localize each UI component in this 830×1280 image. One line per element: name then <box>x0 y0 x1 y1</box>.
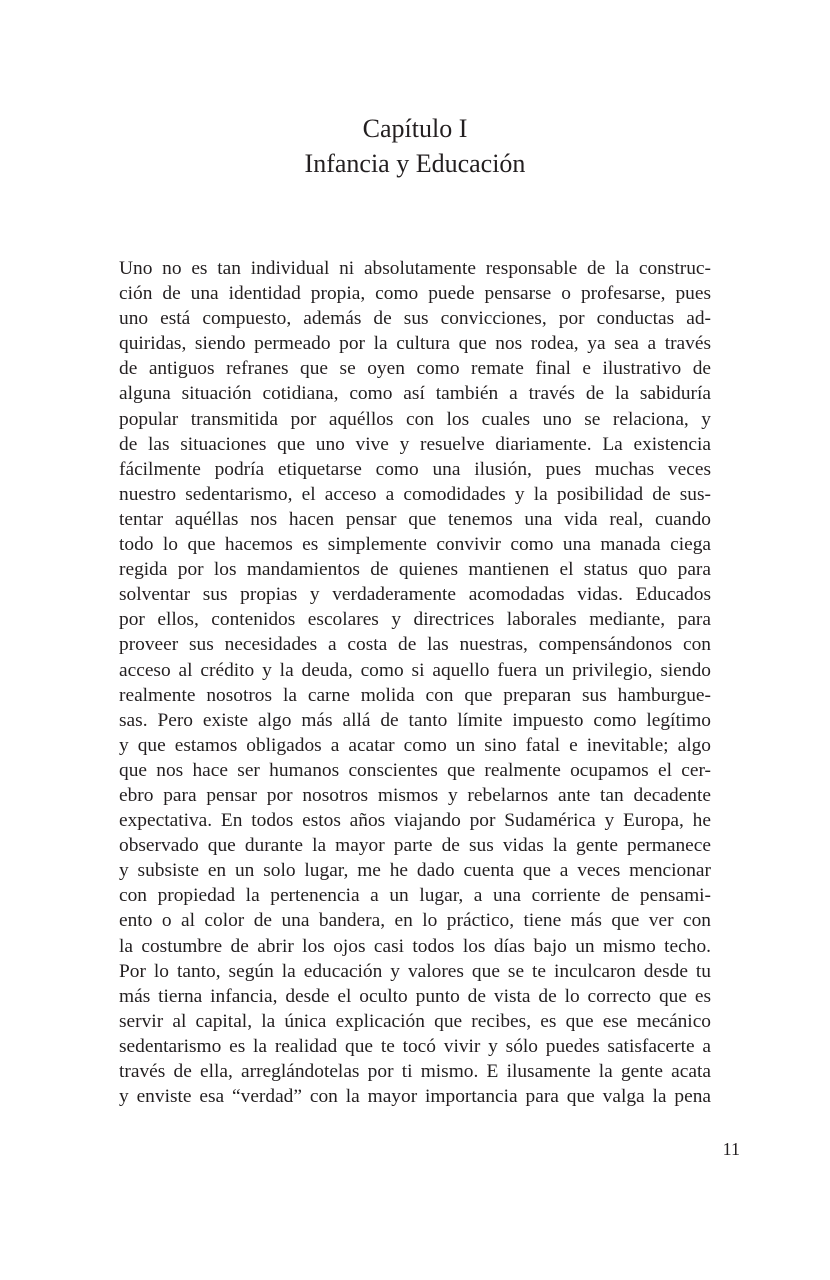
text-line: popular transmitida por aquéllos con los cuales uno se relaciona, y <box>119 408 711 430</box>
text-line: expectativa. En todos estos años viajando por Sudamérica y Europa, he <box>119 810 711 832</box>
text-line: quiridas, siendo permeado por la cultura que nos rodea, ya sea a través <box>119 333 711 355</box>
text-line: de antiguos refranes que se oyen como remate final e ilustrativo de <box>119 358 711 380</box>
text-line: de las situaciones que uno vive y resuelve diariamente. La existencia <box>119 433 711 455</box>
body-paragraph <box>119 256 711 1109</box>
text-line: servir al capital, la única explicación que recibes, es que ese mecánico <box>119 1010 711 1032</box>
text-line: más tierna infancia, desde el oculto punto de vista de lo correcto que es <box>119 985 711 1007</box>
text-line: uno está compuesto, además de sus convicciones, por conductas ad- <box>119 308 711 330</box>
text-line: todo lo que hacemos es simplemente convivir como una manada ciega <box>119 534 711 556</box>
text-line: tentar aquéllas nos hacen pensar que tenemos una vida real, cuando <box>119 508 711 530</box>
text-line: solventar sus propias y verdaderamente acomodadas vidas. Educados <box>119 584 711 606</box>
text-line: que nos hace ser humanos conscientes que realmente ocupamos el cer- <box>119 759 711 781</box>
text-line: y que estamos obligados a acatar como un sino fatal e inevitable; algo <box>119 734 711 756</box>
text-line: ebro para pensar por nosotros mismos y rebelarnos ante tan decadente <box>119 784 711 806</box>
text-line: ción de una identidad propia, como puede pensarse o profesarse, pues <box>119 283 711 305</box>
text-line: regida por los mandamientos de quienes mantienen el status quo para <box>119 559 711 581</box>
text-line: acceso al crédito y la deuda, como si aquello fuera un privilegio, siendo <box>119 659 711 681</box>
text-line: por ellos, contenidos escolares y directrices laborales mediante, para <box>119 609 711 631</box>
text-line: través de ella, arreglándotelas por ti mismo. E ilusamente la gente acata <box>119 1061 711 1082</box>
text-line: y enviste esa “verdad” con la mayor importancia para que valga la pena <box>119 1086 711 1108</box>
text-line: observado que durante la mayor parte de sus vidas la gente permanece <box>119 835 711 857</box>
text-line: nuestro sedentarismo, el acceso a comodidades y la posibilidad de sus- <box>119 483 711 505</box>
chapter-title: Infancia y Educación <box>304 149 526 178</box>
text-line: y subsiste en un solo lugar, me he dado cuenta que a veces mencionar <box>119 860 711 882</box>
text-line: Uno no es tan individual ni absolutamente responsable de la construc- <box>119 258 711 279</box>
text-line: alguna situación cotidiana, como así también a través de la sabiduría <box>119 383 711 405</box>
text-line: ento o al color de una bandera, en lo práctico, tiene más que ver con <box>119 910 711 932</box>
text-line: con propiedad la pertenencia a un lugar, a una corriente de pensami- <box>119 885 711 907</box>
text-line: sas. Pero existe algo más allá de tanto límite impuesto como legítimo <box>119 709 711 731</box>
chapter-number: Capítulo I <box>362 114 468 143</box>
page-number: 11 <box>722 1139 740 1159</box>
text-line: la costumbre de abrir los ojos casi todos los días bajo un mismo techo. <box>119 935 711 957</box>
text-line: Por lo tanto, según la educación y valores que se te inculcaron desde tu <box>119 960 711 982</box>
text-line: realmente nosotros la carne molida con que preparan sus hamburgue- <box>119 684 711 706</box>
text-line: sedentarismo es la realidad que te tocó vivir y sólo puedes satisfacerte a <box>119 1035 711 1057</box>
text-line: fácilmente podría etiquetarse como una ilusión, pues muchas veces <box>119 458 711 480</box>
chapter-heading <box>0 111 830 181</box>
text-line: proveer sus necesidades a costa de las nuestras, compensándonos con <box>119 634 711 656</box>
